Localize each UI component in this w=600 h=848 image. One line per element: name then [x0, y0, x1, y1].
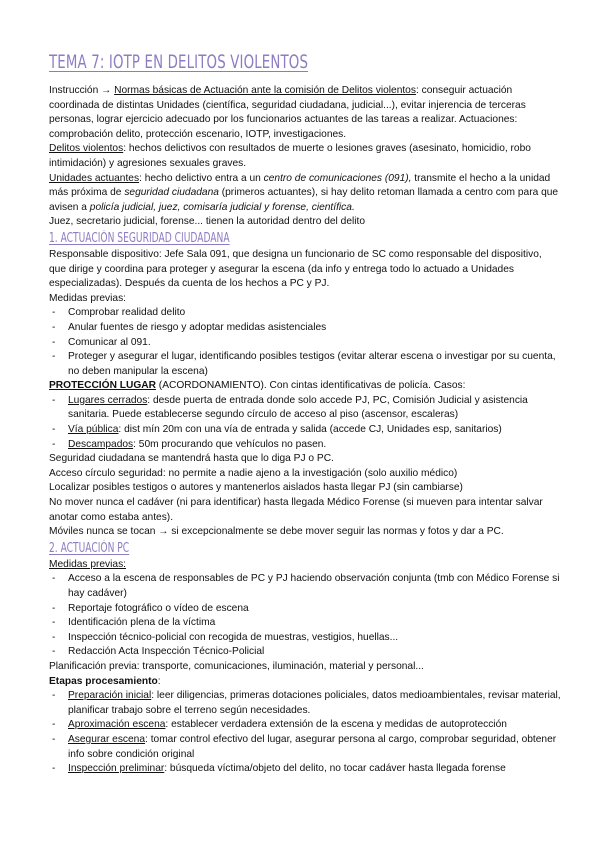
- casos-list: [49, 394, 561, 452]
- medidas-label: Medidas previas:: [49, 292, 127, 304]
- list-item: - Comprobar realidad delito: [49, 306, 561, 321]
- etapas-heading: Etapas procesamiento:: [49, 675, 161, 687]
- list-item: - Inspección técnico-policial con recogida de muestras, vestigios, huellas...: [49, 631, 561, 646]
- note-line: Acceso círculo seguridad: no permite a nadie ajeno a la investigación (solo auxilio médico): [49, 467, 458, 479]
- medidas-label: Medidas previas:: [49, 558, 127, 570]
- list-item: - Comunicar al 091.: [49, 336, 561, 351]
- proteccion-paragraph: PROTECCIÓN LUGAR (ACORDONAMIENTO). Con cintas identificativas de policía. Casos:: [49, 380, 466, 392]
- list-item: - Aproximación escena: establecer verdadera extensión de la escena y medidas de autoprotección: [49, 718, 561, 733]
- page-title: TEMA 7: IOTP EN DELITOS VIOLENTOS: [49, 51, 309, 73]
- list-item: - Lugares cerrados: desde puerta de entrada donde solo accede PJ, PC, Comisión Judicial y asistencia sanitaria. Puede establecerse segundo círculo de acceso al piso (ascensor, escaleras): [49, 394, 561, 423]
- intro-paragraph-delitos: Delitos violentos: hechos delictivos con resultados de muerte o lesiones graves (asesinato, homicidio, robo intimidación) y agresiones sexuales graves.: [49, 143, 531, 169]
- list-item: - Acceso a la escena de responsables de PC y PJ haciendo observación conjunta (tmb con Médico Forense si hay cadáver): [49, 572, 561, 601]
- list-item: - Proteger y asegurar el lugar, identificando posibles testigos (evitar alterar escena o investigar por su cuenta, no deben manipular la escena): [49, 350, 561, 379]
- medidas-pc-list: [49, 572, 561, 660]
- intro-paragraph-instruccion: Instrucción → Normas básicas de Actuación ante la comisión de Delitos violentos: conseguir actuación coordinada de distintas Unidades (científica, seguridad ciudadana, judicial...), evitar injerencia de terceras personas, lograr ejercicio adecuado por los funcionarios actuantes de las tareas a realizar. Actuaciones: comprobación delito, protección escenario, IOTP, investigaciones.: [49, 85, 526, 140]
- list-item: - Descampados: 50m procurando que vehículos no pasen.: [49, 438, 561, 453]
- list-item: - Asegurar escena: tomar control efectivo del lugar, asegurar persona al cargo, comprobar seguridad, obtener info sobre condición original: [49, 733, 561, 762]
- list-item: - Anular fuentes de riesgo y adoptar medidas asistenciales: [49, 321, 561, 336]
- list-item: - Inspección preliminar: búsqueda víctima/objeto del delito, no tocar cadáver hasta llegada forense: [49, 762, 561, 777]
- section-heading-actuacion-pc: 2. ACTUACIÓN PC: [49, 540, 130, 556]
- intro-paragraph-autoridad: Juez, secretario judicial, forense... tienen la autoridad dentro del delito: [49, 216, 366, 228]
- note-line: Seguridad ciudadana se mantendrá hasta que lo diga PJ o PC.: [49, 453, 334, 465]
- etapas-list: [49, 689, 561, 777]
- list-item: - Identificación plena de la víctima: [49, 616, 561, 631]
- intro-paragraph-unidades: Unidades actuantes: hecho delictivo entra a un centro de comunicaciones (091), transmite el hecho a la unidad más próxima de seguridad ciudadana (primeros actuantes), si hay delito retoman llamada a centro com para que avisen a policía judicial, juez, comisaría judicial y forense, científica.: [49, 172, 559, 213]
- list-item: - Vía pública: dist mín 20m con una vía de entrada y salida (accede CJ, Unidades esp, sanitarios): [49, 423, 561, 438]
- planificacion-paragraph: Planificación previa: transporte, comunicaciones, iluminación, material y personal...: [49, 660, 424, 672]
- list-item: - Redacción Acta Inspección Técnico-Policial: [49, 645, 561, 660]
- list-item: - Reportaje fotográfico o vídeo de escena: [49, 602, 561, 617]
- list-item: - Preparación inicial: leer diligencias, primeras dotaciones policiales, datos medioambientales, revisar material, planificar trabajo sobre el terreno según necesidades.: [49, 689, 561, 718]
- medidas-list: [49, 306, 561, 379]
- note-line: Móviles nunca se tocan → si excepcionalmente se debe mover seguir las normas y fotos y dar a PC.: [49, 526, 504, 538]
- note-line: No mover nunca el cadáver (ni para identificar) hasta llegada Médico Forense (si mueven para intentar salvar anotar como estaba antes).: [49, 497, 543, 523]
- document-page: [49, 50, 561, 777]
- section-heading-seguridad-ciudadana: 1. ACTUACIÓN SEGURIDAD CIUDADANA: [49, 230, 230, 246]
- responsable-paragraph: Responsable dispositivo: Jefe Sala 091, que designa un funcionario de SC como responsable del dispositivo, que dirige y coordina para proteger y asegurar la escena (da info y entrega todo lo actuado a Unidades especializadas). Después da cuenta de los hechos a PC y PJ.: [49, 248, 542, 290]
- note-line: Localizar posibles testigos o autores y mantenerlos aislados hasta llegar PJ (sin cambiarse): [49, 482, 463, 494]
